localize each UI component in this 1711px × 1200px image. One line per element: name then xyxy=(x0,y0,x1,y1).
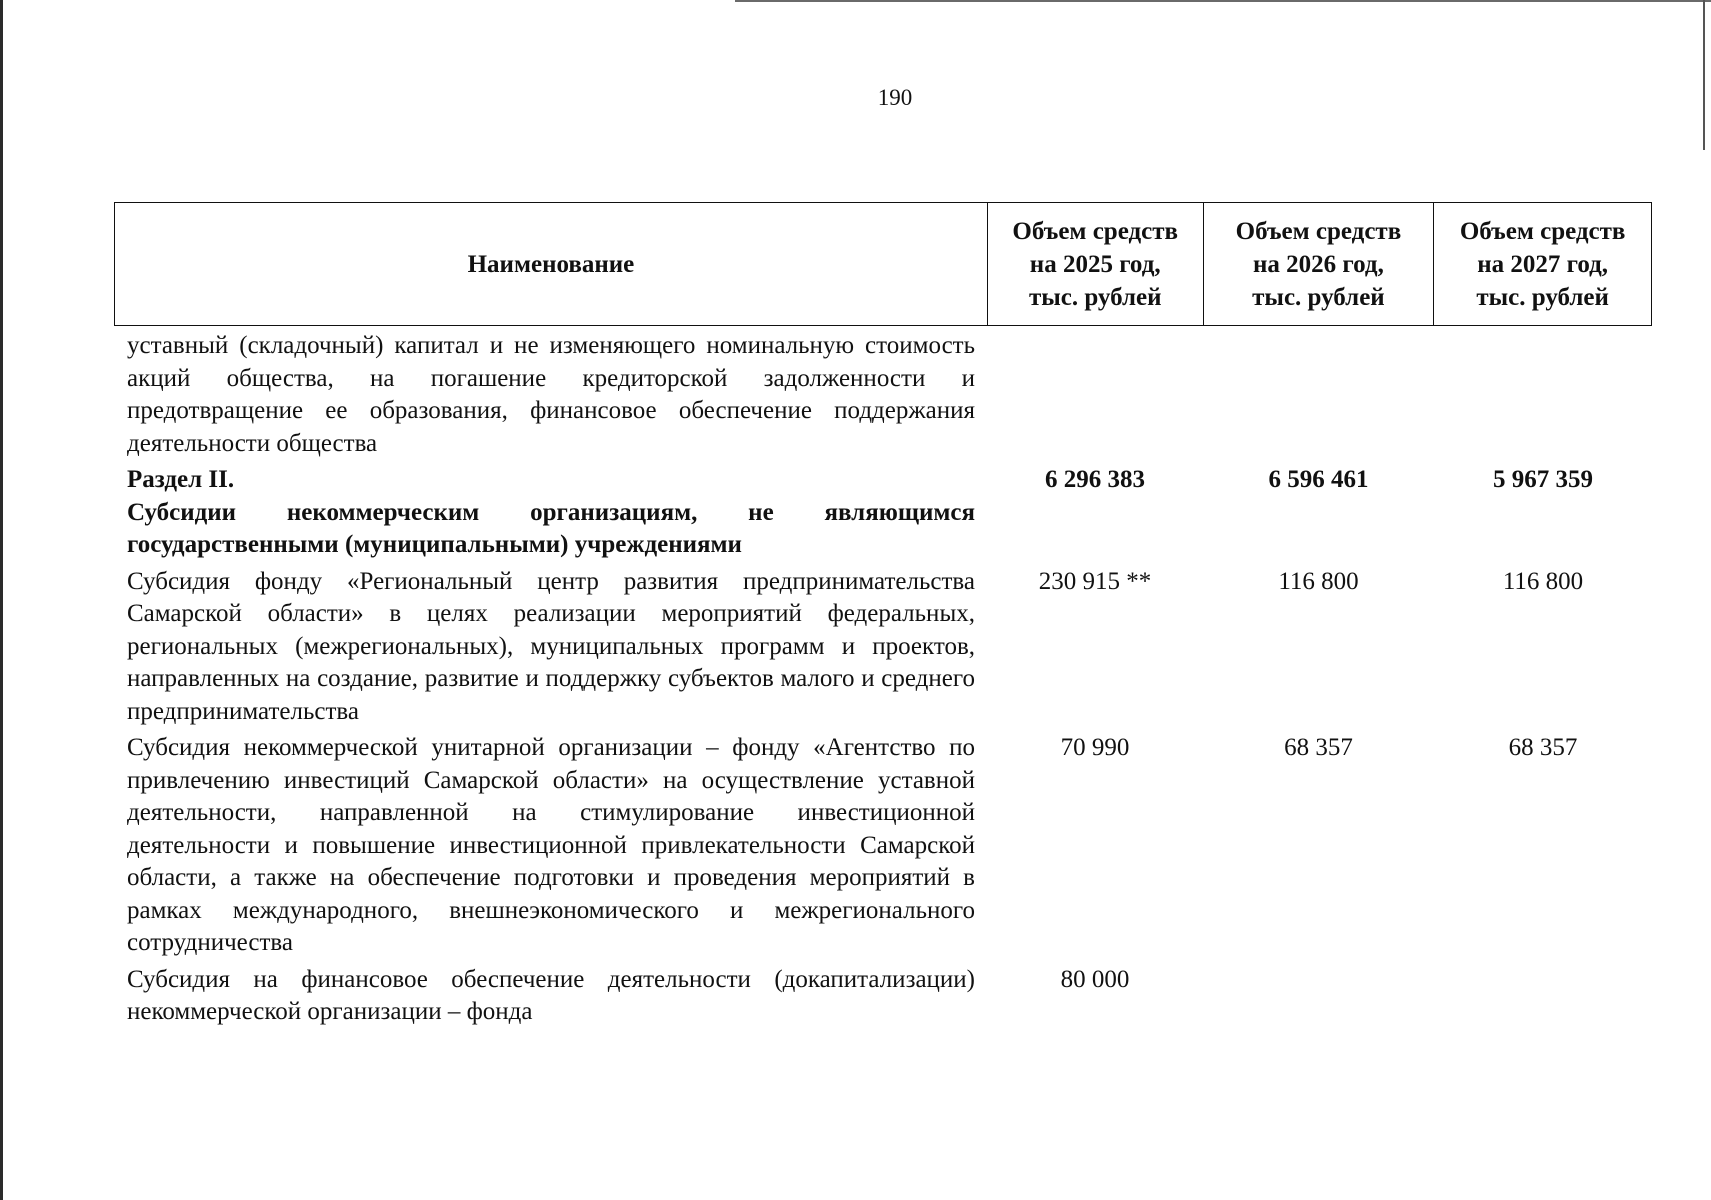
table-row xyxy=(114,566,1652,729)
row-name-cell xyxy=(114,732,987,960)
row-value-2025: 6 296 383 xyxy=(1045,466,1145,493)
row-value-2025 xyxy=(987,330,1203,460)
scan-edge-left xyxy=(0,0,3,1200)
scan-edge-top xyxy=(735,0,1711,2)
table-body xyxy=(114,330,1652,1029)
row-name-cell xyxy=(114,330,987,460)
header-2025: Объем средств на 2025 год, тыс. рублей xyxy=(987,203,1203,325)
row-name-cell xyxy=(114,566,987,729)
header-2026: Объем средств на 2026 год, тыс. рублей xyxy=(1203,203,1434,325)
row-value-2025: 230 915 ** xyxy=(1038,567,1152,595)
row-value-2027 xyxy=(1434,964,1652,1029)
row-value-2026: 116 800 xyxy=(1278,567,1359,595)
row-name-cell xyxy=(114,964,987,1029)
scan-edge-right xyxy=(1703,0,1705,150)
table-header xyxy=(114,202,1652,326)
row-name: Субсидия фонду «Региональный центр развития предпринимательства Самарской области» в целях реализации мероприятий федеральных, региональных (межрегиональных), муниципальных программ и проектов, направленных на создание, развитие и поддержку субъектов малого и среднего предпринимательства xyxy=(127,567,975,725)
row-name: Субсидия некоммерческой унитарной организации – фонду «Агентство по привлечению инвестиций Самарской области» на осуществление уставной деятельности, направленной на стимулирование инвестиционной деятельности и повышение инвестиционной привлекательности Самарской области, а также на обеспечение подготовки и проведения мероприятий в рамках международного, внешнеэкономического и межрегионального сотрудничества xyxy=(127,734,975,956)
row-name: Субсидия на финансовое обеспечение деятельности (докапитализации) некоммерческой организации – фонда xyxy=(127,965,975,1025)
row-value-2026: 6 596 461 xyxy=(1268,466,1369,493)
row-name-cell xyxy=(114,464,987,562)
section-description: Субсидии некоммерческим организациям, не являющимся государственными (муниципальными) учреждениями xyxy=(127,498,975,558)
row-value-2026 xyxy=(1203,330,1434,460)
header-2027: Объем средств на 2027 год, тыс. рублей xyxy=(1433,203,1651,325)
budget-table xyxy=(114,202,1652,1029)
section-title: Раздел II. xyxy=(127,466,235,493)
header-name: Наименование xyxy=(467,250,635,278)
row-name: уставный (складочный) капитал и не изменяющего номинальную стоимость акций общества, на погашение кредиторской задолженности и предотвращение ее образования, финансовое обеспечение поддержания деятельности общества xyxy=(127,332,975,457)
row-value-2026 xyxy=(1203,964,1434,1029)
row-value-2027 xyxy=(1434,330,1652,460)
page-number: 190 xyxy=(877,85,913,110)
table-row xyxy=(114,964,1652,1029)
row-value-2026: 68 357 xyxy=(1284,734,1353,761)
row-value-2027: 116 800 xyxy=(1502,567,1584,595)
row-value-2025: 70 990 xyxy=(1060,734,1130,761)
table-row xyxy=(114,732,1652,960)
table-row xyxy=(114,330,1652,460)
row-value-2025: 80 000 xyxy=(1060,965,1130,993)
row-value-2027: 68 357 xyxy=(1508,734,1578,761)
row-value-2027: 5 967 359 xyxy=(1493,466,1593,493)
table-row-section xyxy=(114,464,1652,562)
